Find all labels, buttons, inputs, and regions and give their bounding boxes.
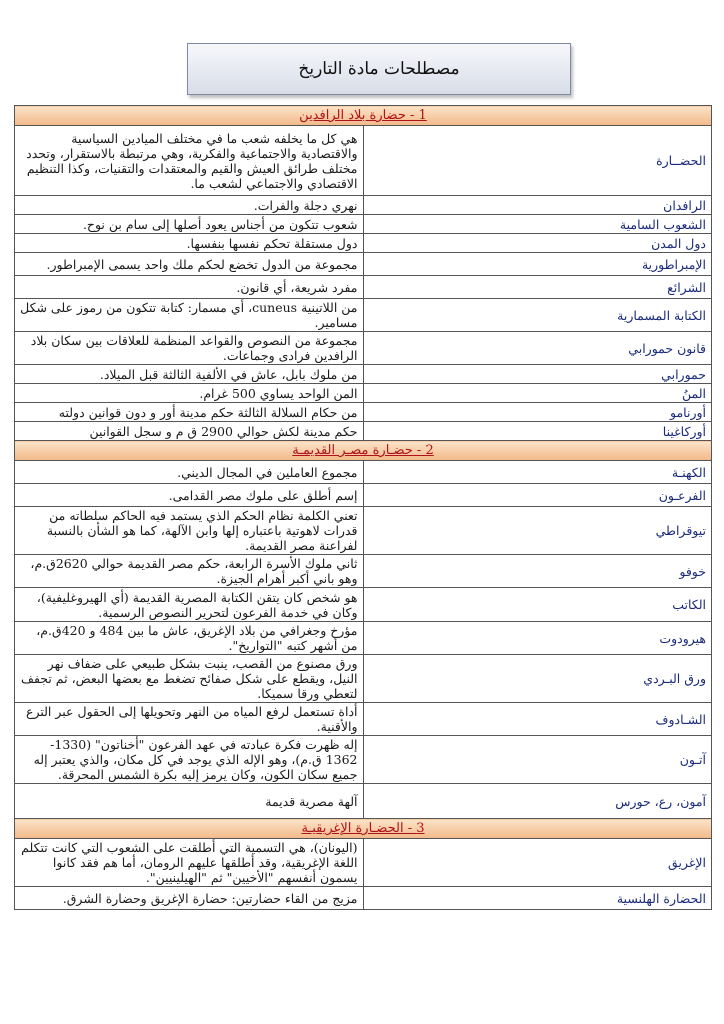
term-row <box>15 703 712 736</box>
definition-cell: من ملوك بابل، عاش في الألفية الثالثة قبل الميلاد. <box>15 365 364 384</box>
term-row <box>15 784 712 819</box>
term-cell: هيرودوت <box>363 622 712 655</box>
definition-cell: هي كل ما يخلفه شعب ما في مختلف الميادين السياسية والاقتصادية والاجتماعية والفكرية، وهي مرتبطة بالاستقرار، وتحدد مختلف طرائق العيش والقيم والمعتقدات والتقنيات، وكذا التنظيم الاقتصادي والاجتماعي لشعب ما. <box>15 126 364 196</box>
definition-cell: مجموعة من الدول تخضع لحكم ملك واحد يسمى الإمبراطور. <box>15 253 364 276</box>
definition-cell: هو شخص كان يتقن الكتابة المصرية القديمة (أي الهيروغليفية)، وكان في خدمة الفرعون لتحرير النصوص الرسمية. <box>15 588 364 622</box>
term-row <box>15 622 712 655</box>
term-row <box>15 655 712 703</box>
definition-cell: آلهة مصرية قديمة <box>15 784 364 819</box>
term-row <box>15 461 712 484</box>
definition-cell: تعني الكلمة نظام الحكم الذي يستمد فيه الحاكم سلطاته من قدرات لاهوتية باعتباره إلها وابن الآلهة، كما هو الشأن بالنسبة لفراعنة مصر القديمة. <box>15 507 364 555</box>
term-row <box>15 332 712 365</box>
definition-cell: (اليونان)، هي التسمية التي أطلقت على الشعوب التي كانت تتكلم اللغة الإغريقية، وقد أطلقها عليهم الرومان، أما هم فقد كانوا يسمون أنفسهم "الأخيين" ثم "الهيلينيين". <box>15 839 364 887</box>
term-cell: الحضــارة <box>363 126 712 196</box>
term-cell: الحضارة الهلنسية <box>363 887 712 910</box>
term-cell: تيوقراطي <box>363 507 712 555</box>
term-cell: ورق البـردي <box>363 655 712 703</box>
term-row <box>15 215 712 234</box>
definition-cell: شعوب تتكون من أجناس يعود أصلها إلى سام بن نوح. <box>15 215 364 234</box>
definition-cell: ورق مصنوع من القصب، ينبت بشكل طبيعي على ضفاف نهر النيل، ويقطع على شكل صفائح تضغط مع بعضها البعض، ثم تجفف لتعطي ورقا سميكا. <box>15 655 364 703</box>
definition-cell: من اللاتينية cuneus، أي مسمار: كتابة تتكون من رموز على شكل مسامير. <box>15 299 364 332</box>
definition-cell: دول مستقلة تحكم نفسها بنفسها. <box>15 234 364 253</box>
term-row <box>15 588 712 622</box>
definition-cell: حكم مدينة لكش حوالي 2900 ق م و سجل القوانين <box>15 422 364 441</box>
term-cell: المنُ <box>363 384 712 403</box>
definition-cell: نهري دجلة والفرات. <box>15 196 364 215</box>
section-header-row <box>15 106 712 126</box>
page-title: مصطلحات مادة التاريخ <box>298 59 460 79</box>
section-header-row <box>15 819 712 839</box>
term-cell: الكاتب <box>363 588 712 622</box>
definition-cell: مجموعة من النصوص والقواعد المنظمة للعلاقات بين سكان بلاد الرافدين فرادى وجماعات. <box>15 332 364 365</box>
definition-cell: المن الواحد يساوي 500 غرام. <box>15 384 364 403</box>
term-row <box>15 384 712 403</box>
term-row <box>15 403 712 422</box>
term-cell: الرافدان <box>363 196 712 215</box>
term-row <box>15 736 712 784</box>
term-cell: دول المدن <box>363 234 712 253</box>
definition-cell: مفرد شريعة، أي قانون. <box>15 276 364 299</box>
term-cell: الكهنـة <box>363 461 712 484</box>
term-row <box>15 126 712 196</box>
definition-cell: ثاني ملوك الأسرة الرابعة، حكم مصر القديمة حوالي 2620ق.م، وهو باني أكبر أهرام الجيزة. <box>15 555 364 588</box>
term-row <box>15 422 712 441</box>
term-cell: آمون، رع، حورس <box>363 784 712 819</box>
term-row <box>15 276 712 299</box>
term-cell: الكتابة المسمارية <box>363 299 712 332</box>
term-row <box>15 507 712 555</box>
definition-cell: إسم أطلق على ملوك مصر القدامى. <box>15 484 364 507</box>
term-cell: الشعوب السامية <box>363 215 712 234</box>
definition-cell: من حكام السلالة الثالثة حكم مدينة أور و دون قوانين دولته <box>15 403 364 422</box>
term-cell: الإمبراطورية <box>363 253 712 276</box>
definition-cell: مزيج من القاء حضارتين: حضارة الإغريق وحضارة الشرق. <box>15 887 364 910</box>
term-cell: أوركاغينا <box>363 422 712 441</box>
term-row <box>15 365 712 384</box>
terms-table <box>14 105 712 910</box>
term-cell: آتـون <box>363 736 712 784</box>
term-cell: خوفو <box>363 555 712 588</box>
term-row <box>15 196 712 215</box>
section-heading: 3 - الحضـارة الإغريقيـة <box>15 819 712 839</box>
section-heading: 1 - حضارة بلاد الرافدين <box>15 106 712 126</box>
page-title-box <box>187 43 571 95</box>
definition-cell: أداة تستعمل لرفع المياه من النهر وتحويلها إلى الحقول عبر الترع والأقنية. <box>15 703 364 736</box>
term-row <box>15 839 712 887</box>
term-row <box>15 555 712 588</box>
term-row <box>15 887 712 910</box>
term-row <box>15 234 712 253</box>
term-cell: الفرعـون <box>363 484 712 507</box>
section-heading: 2 - حضـارة مصـر القديمـة <box>15 441 712 461</box>
definition-cell: إله ظهرت فكرة عبادته في عهد الفرعون "أخناتون" (1330-1362 ق.م)، وهو الإله الذي يوجد في كل مكان، والذي يعتبر إله جميع سكان الكون، وكان يرمز إليه بكرة الشمس المحرقة. <box>15 736 364 784</box>
term-row <box>15 484 712 507</box>
term-cell: الشـادوف <box>363 703 712 736</box>
section-header-row <box>15 441 712 461</box>
term-row <box>15 253 712 276</box>
term-cell: أورنامو <box>363 403 712 422</box>
term-cell: حمورابي <box>363 365 712 384</box>
term-row <box>15 299 712 332</box>
definition-cell: مؤرخ وجغرافي من بلاد الإغريق، عاش ما بين 484 و 420ق.م، من أشهر كتبه "التواريخ". <box>15 622 364 655</box>
term-cell: الشرائع <box>363 276 712 299</box>
term-cell: الإغريق <box>363 839 712 887</box>
definition-cell: مجموع العاملين في المجال الديني. <box>15 461 364 484</box>
term-cell: قانون حمورابي <box>363 332 712 365</box>
